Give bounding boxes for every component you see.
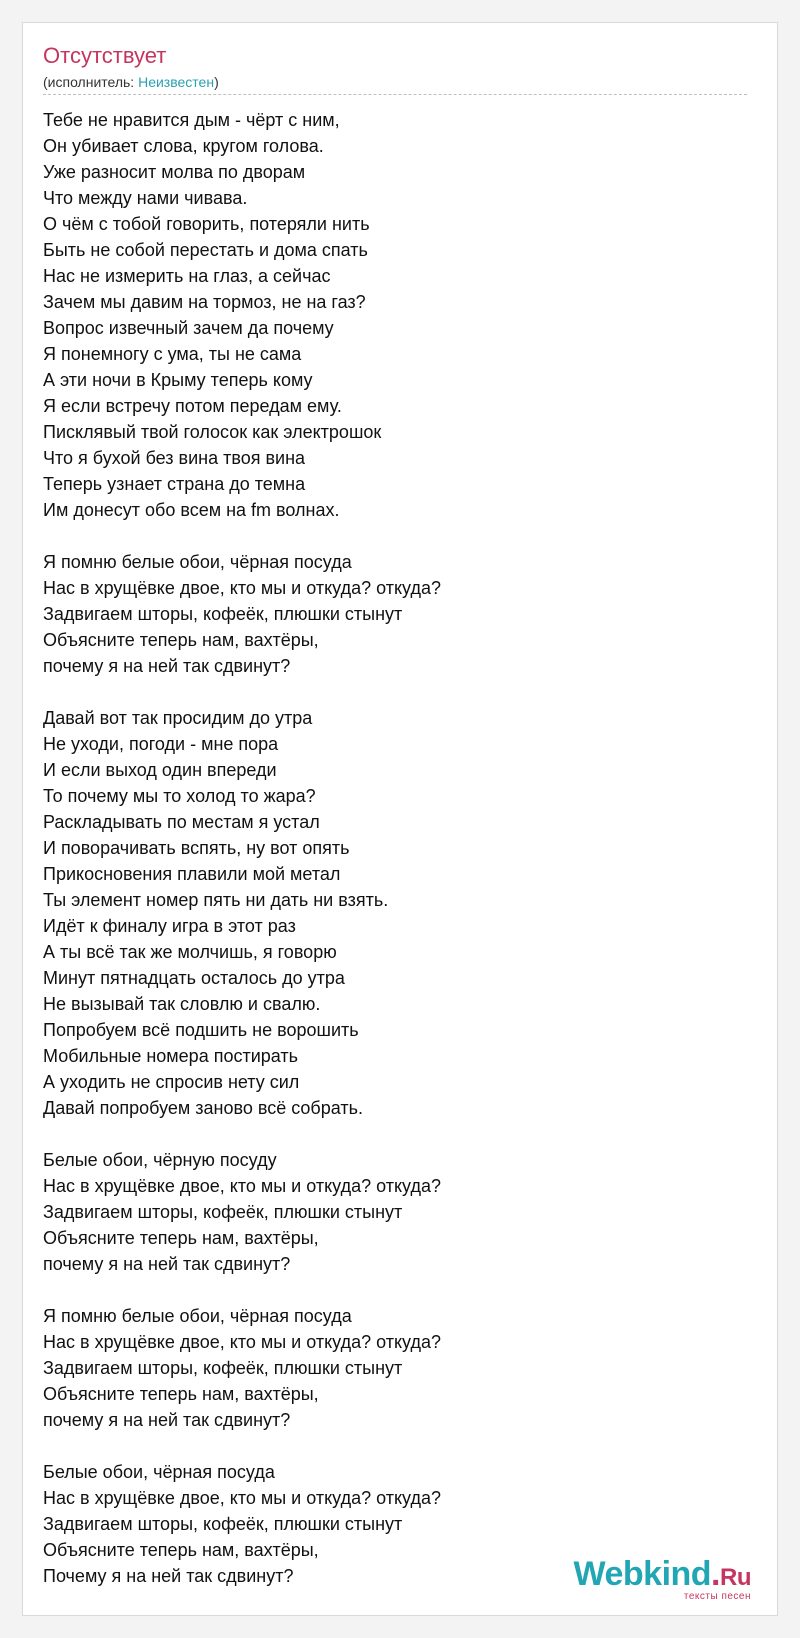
lyric-line: Нас в хрущёвке двое, кто мы и откуда? откуда? <box>43 1332 441 1352</box>
logo-dot: . <box>711 1555 720 1593</box>
artist-suffix: ) <box>214 74 219 90</box>
lyric-line: Зачем мы давим на тормоз, не на газ? <box>43 292 366 312</box>
lyric-line: Почему я на ней так сдвинут? <box>43 1566 294 1586</box>
lyric-line: Мобильные номера постирать <box>43 1046 299 1066</box>
lyric-line: Объясните теперь нам, вахтёры, <box>43 1540 319 1560</box>
logo-tld: Ru <box>720 1564 751 1591</box>
lyric-line: Я помню белые обои, чёрная посуда <box>43 552 352 572</box>
lyric-line: Давай попробуем заново всё собрать. <box>43 1098 363 1118</box>
lyric-line: Задвигаем шторы, кофеёк, плюшки стынут <box>43 1514 403 1534</box>
lyric-line: Не вызывай так словлю и свалю. <box>43 994 321 1014</box>
lyric-line: Попробуем всё подшить не ворошить <box>43 1020 359 1040</box>
lyric-line: А эти ночи в Крыму теперь кому <box>43 370 313 390</box>
lyric-line: Я если встречу потом передам ему. <box>43 396 342 416</box>
lyrics-body <box>43 107 743 1589</box>
lyric-line: Я помню белые обои, чёрная посуда <box>43 1306 352 1326</box>
lyric-line: Что между нами чивава. <box>43 188 248 208</box>
lyric-line: Он убивает слова, кругом голова. <box>43 136 324 156</box>
divider <box>43 94 747 95</box>
lyric-line: Давай вот так просидим до утра <box>43 708 313 728</box>
stanza-gap <box>43 1121 743 1147</box>
stanza-gap <box>43 1433 743 1459</box>
lyric-line: Нас в хрущёвке двое, кто мы и откуда? откуда? <box>43 1176 441 1196</box>
lyric-line: Писклявый твой голосок как электрошок <box>43 422 382 442</box>
logo-text <box>574 1555 752 1594</box>
lyric-line: Не уходи, погоди - мне пора <box>43 734 279 754</box>
lyric-line: Ты элемент номер пять ни дать ни взять. <box>43 890 389 910</box>
lyric-line: Задвигаем шторы, кофеёк, плюшки стынут <box>43 604 403 624</box>
lyric-line: А ты всё так же молчишь, я говорю <box>43 942 337 962</box>
lyric-line: Объясните теперь нам, вахтёры, <box>43 1384 319 1404</box>
logo-word: Webkind <box>573 1555 712 1593</box>
lyric-line: И поворачивать вспять, ну вот опять <box>43 838 350 858</box>
stanza-gap <box>43 679 743 705</box>
lyric-line: Белые обои, чёрную посуду <box>43 1150 277 1170</box>
lyric-line: Нас в хрущёвке двое, кто мы и откуда? откуда? <box>43 1488 441 1508</box>
stanza-gap <box>43 523 743 549</box>
lyric-line: И если выход один впереди <box>43 760 277 780</box>
lyric-line: Идёт к финалу игра в этот раз <box>43 916 296 936</box>
lyric-line: Минут пятнадцать осталось до утра <box>43 968 345 988</box>
song-title: Отсутствует <box>43 43 167 68</box>
lyric-line: Тебе не нравится дым - чёрт с ним, <box>43 110 340 130</box>
site-logo[interactable] <box>551 1555 751 1605</box>
lyric-line: Я понемногу с ума, ты не сама <box>43 344 302 364</box>
lyric-line: почему я на ней так сдвинут? <box>43 1254 291 1274</box>
lyric-line: Объясните теперь нам, вахтёры, <box>43 630 319 650</box>
lyric-line: Нас не измерить на глаз, а сейчас <box>43 266 331 286</box>
lyrics-card <box>22 22 778 1616</box>
lyric-line: Белые обои, чёрная посуда <box>43 1462 275 1482</box>
lyric-line: Задвигаем шторы, кофеёк, плюшки стынут <box>43 1202 403 1222</box>
lyric-line: Раскладывать по местам я устал <box>43 812 320 832</box>
lyric-line: Объясните теперь нам, вахтёры, <box>43 1228 319 1248</box>
lyric-line: почему я на ней так сдвинут? <box>43 656 291 676</box>
artist-prefix: (исполнитель: <box>43 74 139 90</box>
lyric-line: Прикосновения плавили мой метал <box>43 864 341 884</box>
lyric-line: Вопрос извечный зачем да почему <box>43 318 334 338</box>
lyric-line: Нас в хрущёвке двое, кто мы и откуда? откуда? <box>43 578 441 598</box>
artist-line <box>43 73 219 91</box>
lyric-line: почему я на ней так сдвинут? <box>43 1410 291 1430</box>
lyric-line: А уходить не спросив нету сил <box>43 1072 300 1092</box>
lyric-line: Что я бухой без вина твоя вина <box>43 448 306 468</box>
artist-link[interactable]: Неизвестен <box>138 74 215 90</box>
lyric-line: Им донесут обо всем на fm волнах. <box>43 500 340 520</box>
lyric-line: То почему мы то холод то жара? <box>43 786 316 806</box>
lyric-line: Уже разносит молва по дворам <box>43 162 306 182</box>
stanza-gap <box>43 1277 743 1303</box>
lyric-line: Задвигаем шторы, кофеёк, плюшки стынут <box>43 1358 403 1378</box>
lyric-line: Быть не собой перестать и дома спать <box>43 240 368 260</box>
lyric-line: О чём с тобой говорить, потеряли нить <box>43 214 370 234</box>
lyric-line: Теперь узнает страна до темна <box>43 474 306 494</box>
logo-subtitle: тексты песен <box>683 1591 751 1602</box>
